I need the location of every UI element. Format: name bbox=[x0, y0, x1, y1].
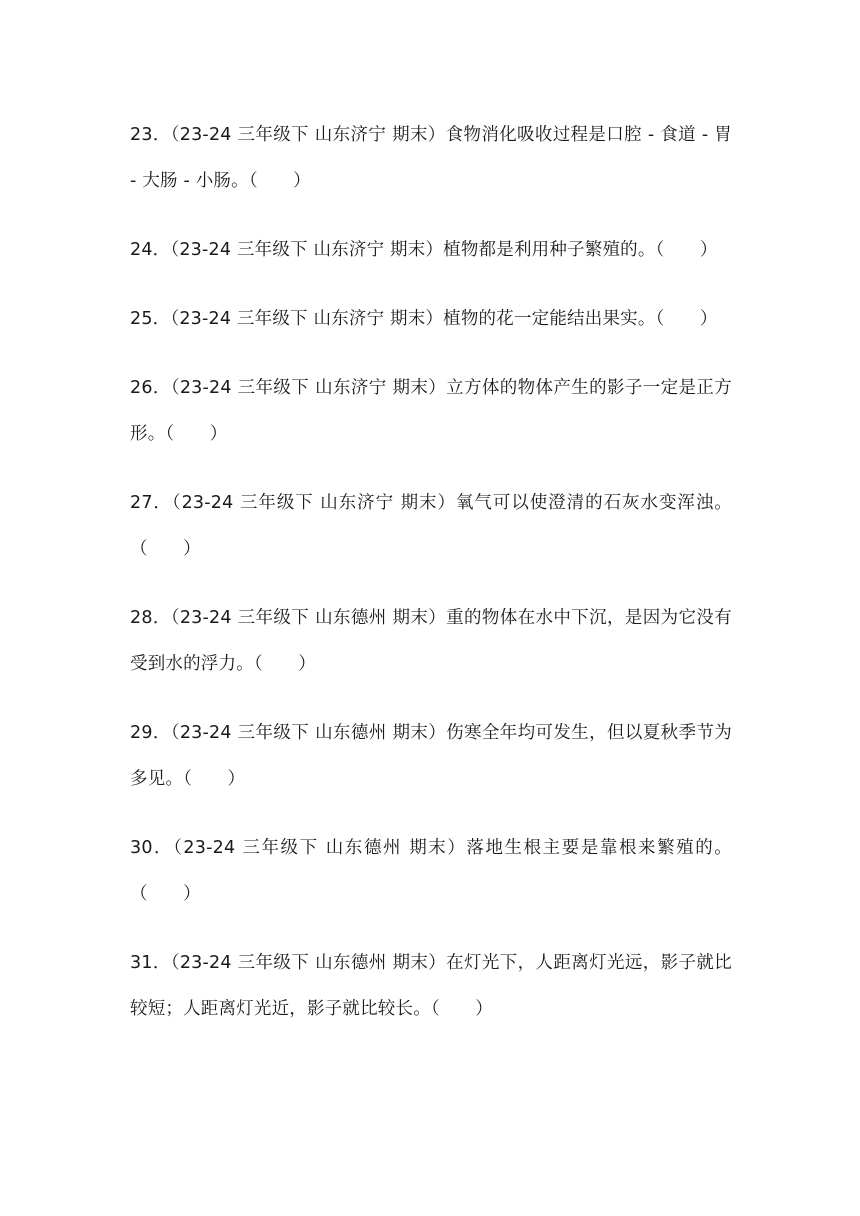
question-28: 28．（23-24 三年级下 山东德州 期末）重的物体在水中下沉，是因为它没有受到水的浮力。（ ） bbox=[130, 608, 732, 674]
question-23: 23．（23-24 三年级下 山东济宁 期末）食物消化吸收过程是口腔 - 食道 - 胃 - 大肠 - 小肠。（ ） bbox=[130, 125, 732, 191]
question-24: 24．（23-24 三年级下 山东济宁 期末）植物都是利用种子繁殖的。（ ） bbox=[130, 240, 718, 260]
question-30: 30．（23-24 三年级下 山东德州 期末）落地生根主要是靠根来繁殖的。（ ） bbox=[130, 838, 732, 904]
question-26: 26．（23-24 三年级下 山东济宁 期末）立方体的物体产生的影子一定是正方形。（ ） bbox=[130, 378, 732, 444]
question-25: 25．（23-24 三年级下 山东济宁 期末）植物的花一定能结出果实。（ ） bbox=[130, 309, 718, 329]
question-27: 27．（23-24 三年级下 山东济宁 期末）氧气可以使澄清的石灰水变浑浊。（ ） bbox=[130, 493, 732, 559]
question-29: 29．（23-24 三年级下 山东德州 期末）伤寒全年均可发生，但以夏秋季节为多见。（ ） bbox=[130, 723, 732, 789]
question-31: 31．（23-24 三年级下 山东德州 期末）在灯光下，人距离灯光远，影子就比较短；人距离灯光近，影子就比较长。（ ） bbox=[130, 953, 732, 1019]
question-list bbox=[130, 112, 732, 1055]
